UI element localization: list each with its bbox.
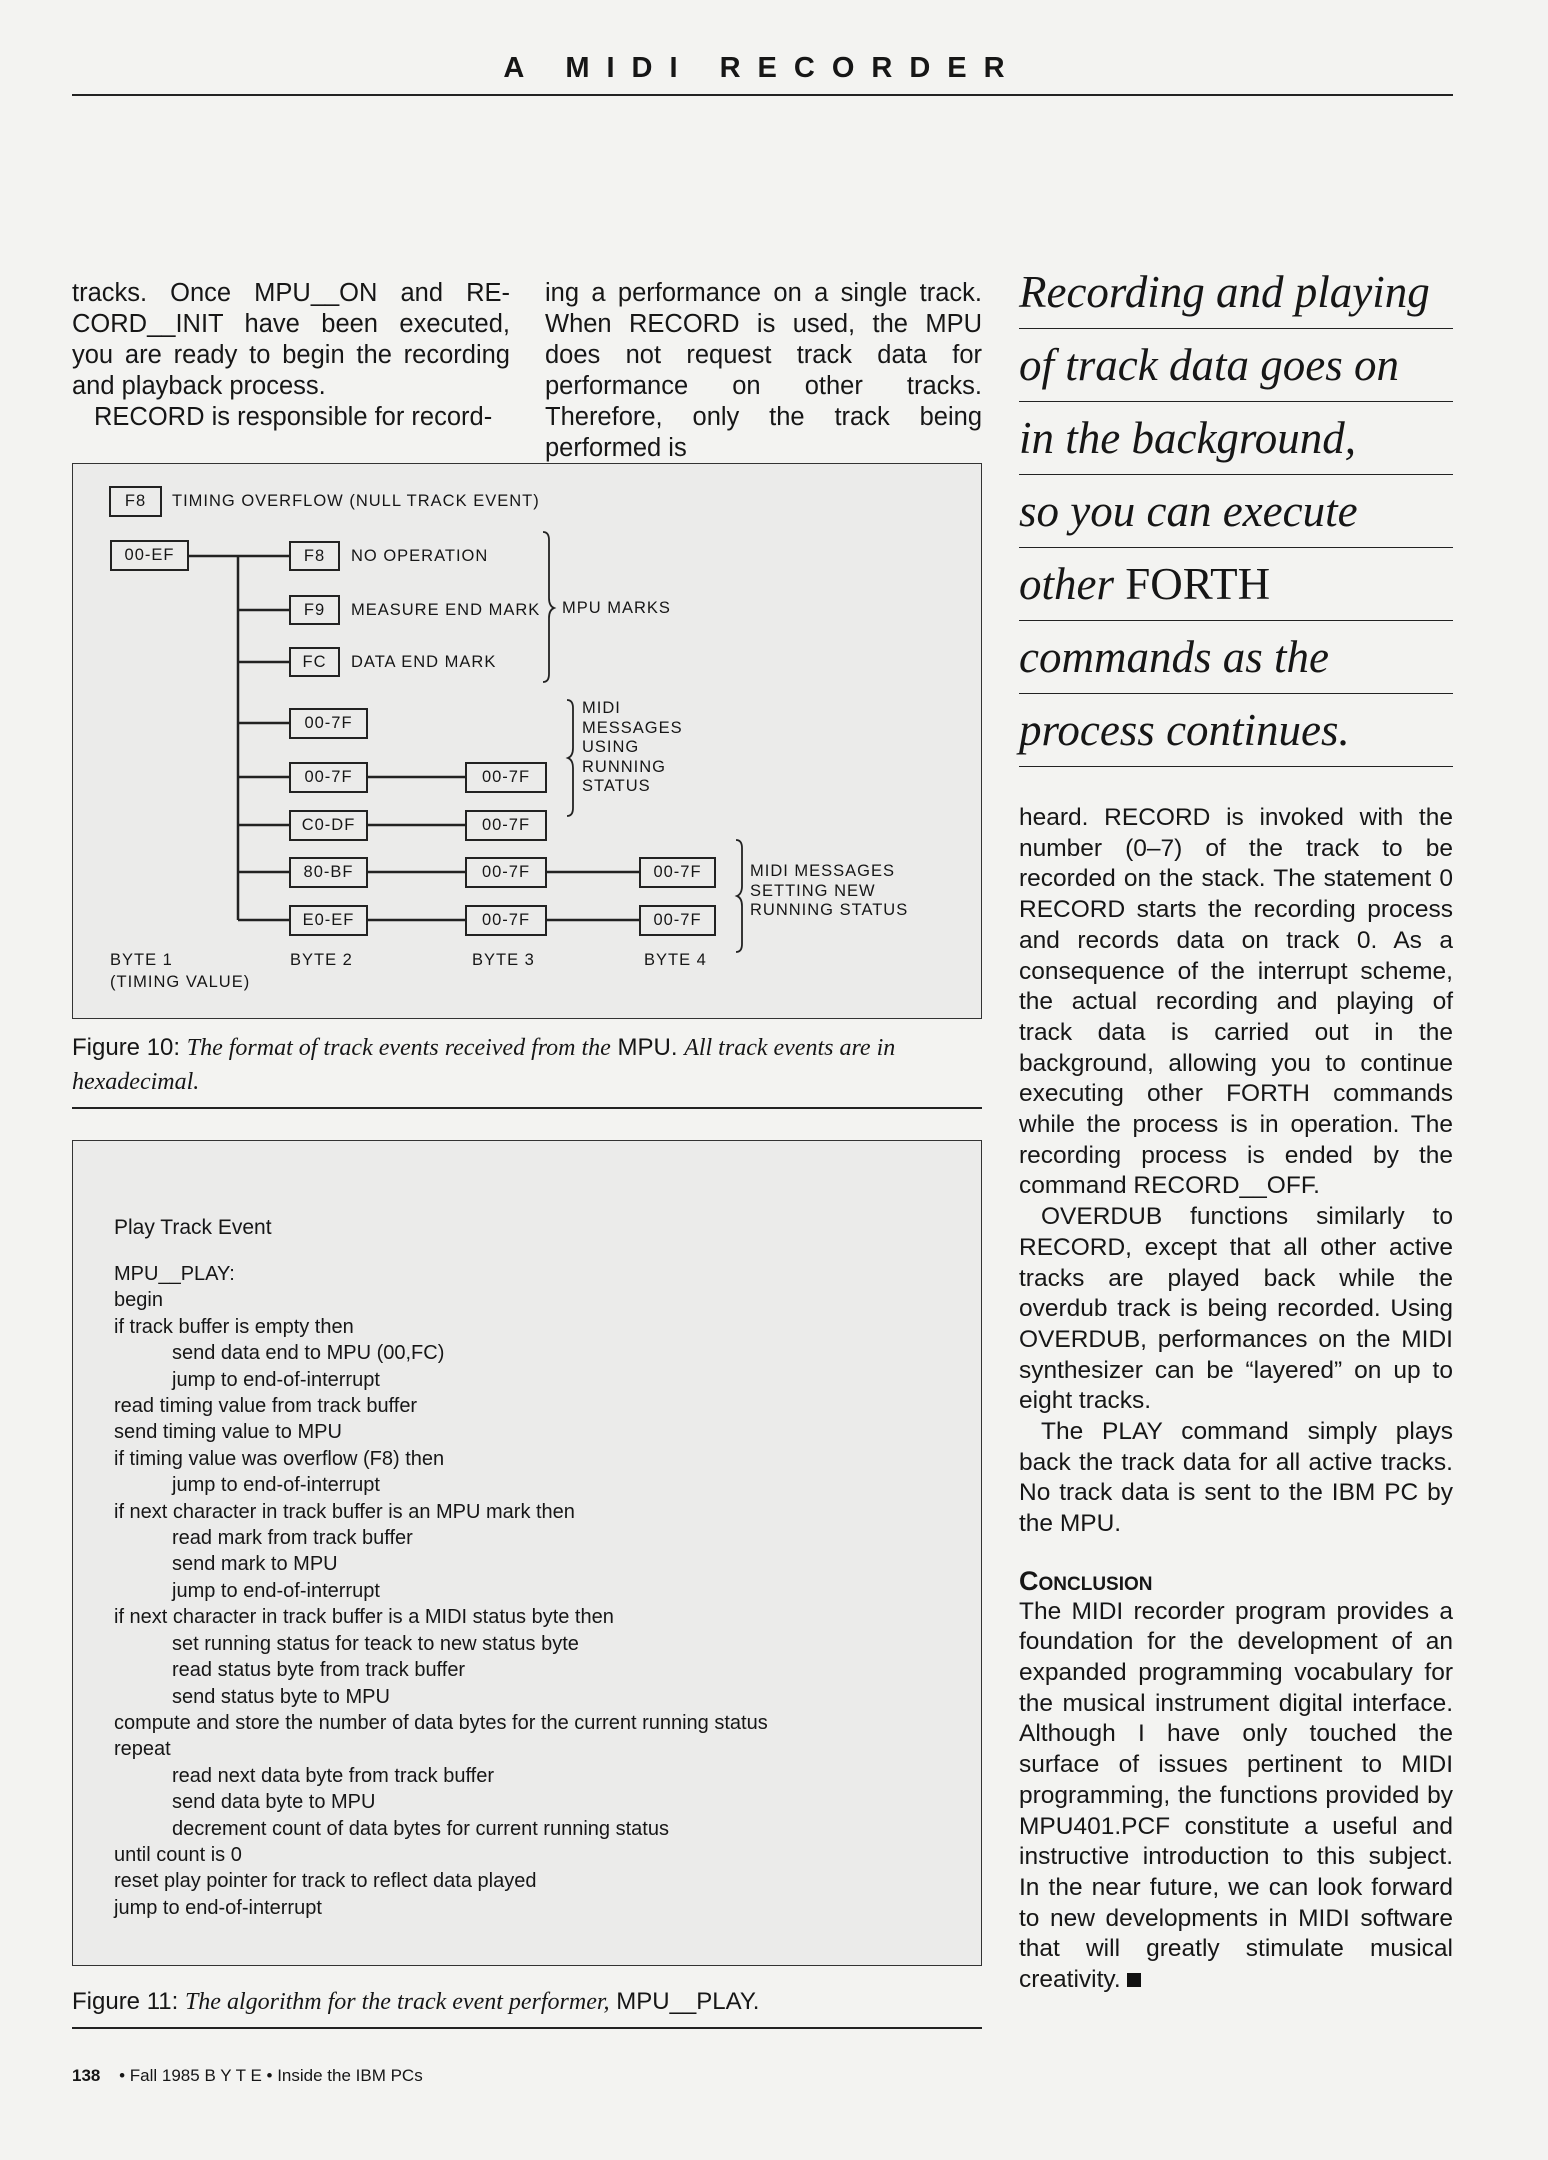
caption-rule	[72, 1107, 982, 1109]
box-byte2: C0-DF	[289, 810, 368, 841]
listing-line: send data byte to MPU	[172, 1791, 376, 1814]
brace-running-status	[567, 700, 573, 816]
figure-10-caption	[72, 1031, 972, 1099]
label-line: STATUS	[582, 777, 651, 795]
caption-text: MPU.	[617, 1034, 678, 1061]
listing-line: send timing value to MPU	[114, 1421, 342, 1444]
listing-line: read next data byte from track buffer	[172, 1764, 495, 1787]
caption-text: The algorithm for the track event performer,	[184, 1989, 610, 2015]
column-3	[1019, 803, 1453, 1996]
box-mark: F8	[289, 541, 340, 571]
listing-line: jump to end-of-interrupt	[114, 1896, 322, 1919]
listing-line: if next character in track buffer is an MPU mark then	[114, 1500, 575, 1523]
paragraph: The PLAY command simply plays back the track data for all active tracks. No track data is sent to the IBM PC by the MPU.	[1019, 1418, 1453, 1538]
listing-line: read mark from track buffer	[172, 1527, 413, 1550]
pull-quote-line: commands as the	[1019, 621, 1453, 694]
issue-label: • Fall 1985 B Y T E •	[119, 2066, 273, 2085]
running-header: A MIDI RECORDER	[503, 52, 1022, 84]
label-line: RUNNING STATUS	[750, 901, 909, 919]
box-byte3: 00-7F	[465, 810, 547, 841]
box-byte2: 80-BF	[289, 857, 368, 888]
paragraph-text: The MIDI recorder program provides a foundation for the development of an expanded programming vocabulary for the musical instrument digital interface. Although I have only touched the surface of issues pertinent to MIDI programming, the functions provided by MPU401.PCF constitute a useful and instructive introduction to this subject. In the near future, we can look forward to new developments in MIDI software that will greatly stimulate musical creativity.	[1019, 1597, 1453, 1994]
end-mark-icon	[1127, 1973, 1141, 1987]
listing-line: read timing value from track buffer	[114, 1395, 418, 1418]
paragraph: RECORD is responsible for record-	[94, 403, 493, 431]
listing-line: reset play pointer for track to reflect data played	[114, 1870, 537, 1893]
figure-11-listing	[72, 1140, 982, 1966]
listing-line: read status byte from track buffer	[172, 1659, 466, 1682]
box-byte3: 00-7F	[465, 857, 547, 888]
listing-line: decrement count of data bytes for current running status	[172, 1817, 669, 1840]
page-footer	[72, 2066, 423, 2086]
caption-label: Figure 10:	[72, 1034, 181, 1061]
pull-quote-forth: FORTH	[1125, 559, 1271, 609]
brace-new-status	[736, 840, 742, 952]
listing-line: if next character in track buffer is a MIDI status byte then	[114, 1606, 614, 1629]
pull-quote-line: of track data goes on	[1019, 329, 1453, 402]
box-byte3: 00-7F	[465, 905, 547, 936]
algorithm-listing	[114, 1261, 768, 1921]
label-line: SETTING NEW	[750, 881, 876, 900]
figure-11-caption	[72, 1985, 972, 2019]
mark-label: NO OPERATION	[351, 547, 489, 565]
byte-label: BYTE 4	[644, 951, 707, 969]
pull-quote-word: other	[1019, 559, 1114, 609]
publication-title: Inside the IBM PCs	[277, 2066, 423, 2085]
caption-text: MPU__PLAY.	[616, 1988, 760, 2015]
listing-line: send data end to MPU (00,FC)	[172, 1342, 445, 1365]
paragraph: ing a performance on a single track. When RECORD is used, the MPU does not request track data for performance on other tracks. Therefore, only the track being performed is	[545, 279, 982, 462]
box-mark: F9	[289, 595, 340, 625]
label-line: MIDI MESSAGES	[750, 862, 896, 880]
listing-line: if track buffer is empty then	[114, 1315, 354, 1338]
caption-label: Figure 11:	[72, 1988, 179, 2015]
listing-line: compute and store the number of data bytes for the current running status	[114, 1711, 768, 1734]
paragraph: heard. RECORD is invoked with the number (0–7) of the track to be recorded on the stack. The statement 0 RECORD starts the recording process and records data on track 0. As a consequence of the interrupt scheme, the actual recording and playing of track data is carried out in the background, allowing you to continue executing other FORTH commands while the process is in operation. The recording process is ended by the command RECORD__OFF.	[1019, 804, 1453, 1200]
mark-label: DATA END MARK	[351, 653, 497, 671]
listing-line: send status byte to MPU	[172, 1685, 390, 1708]
label-line: RUNNING	[582, 757, 666, 776]
label-running-status	[582, 699, 683, 797]
listing-line: send mark to MPU	[172, 1553, 338, 1576]
box-byte2: E0-EF	[289, 905, 368, 936]
label-mpu-marks: MPU MARKS	[562, 599, 671, 617]
byte-label: BYTE 2	[290, 951, 353, 969]
listing-line: until count is 0	[114, 1843, 242, 1866]
pull-quote-line: Recording and playing	[1019, 256, 1453, 329]
paragraph: OVERDUB functions similarly to RECORD, except that all other active tracks are played back while the overdub track is being recorded. Using OVERDUB, performances on the MIDI synthesizer can be “layered” on up to eight tracks.	[1019, 1203, 1453, 1415]
mark-label: MEASURE END MARK	[351, 601, 541, 619]
caption-text: The format of track events received from the	[186, 1035, 611, 1061]
paragraph	[1019, 1597, 1453, 1996]
page-number: 138	[72, 2066, 101, 2085]
byte-label: BYTE 3	[472, 951, 535, 969]
listing-line: jump to end-of-interrupt	[172, 1474, 380, 1497]
listing-line: begin	[114, 1289, 163, 1312]
box-f8-timing-overflow: F8	[109, 486, 162, 517]
box-byte4: 00-7F	[639, 905, 716, 936]
brace-mpu-marks	[543, 532, 554, 682]
label-new-running-status	[750, 862, 908, 921]
listing-line: if timing value was overflow (F8) then	[114, 1447, 445, 1470]
caption-text: All track events are in hexadecimal.	[72, 1035, 896, 1095]
listing-line: jump to end-of-interrupt	[172, 1579, 380, 1602]
caption-rule	[72, 2027, 982, 2029]
label-timing-overflow: TIMING OVERFLOW (NULL TRACK EVENT)	[172, 492, 540, 510]
pull-quote-line: process continues.	[1019, 694, 1453, 767]
box-mark: FC	[289, 647, 340, 677]
label-line: USING	[582, 738, 640, 756]
pull-quote-line: so you can execute	[1019, 475, 1453, 548]
listing-line: set running status for teack to new status byte	[172, 1632, 579, 1655]
pull-quote-line: in the background,	[1019, 402, 1453, 475]
box-byte2: 00-7F	[289, 708, 368, 739]
byte-sublabel: (TIMING VALUE)	[110, 973, 251, 991]
section-heading: Conclusion	[1019, 1565, 1153, 1596]
byte-label: BYTE 1	[110, 951, 173, 969]
listing-title: Play Track Event	[114, 1216, 272, 1239]
listing-line: jump to end-of-interrupt	[172, 1368, 380, 1391]
box-byte1: 00-EF	[110, 540, 189, 571]
label-line: MESSAGES	[582, 718, 683, 737]
listing-line: repeat	[114, 1738, 171, 1761]
box-byte3: 00-7F	[465, 762, 547, 793]
box-byte4: 00-7F	[639, 857, 716, 888]
label-line: MIDI	[582, 699, 621, 717]
box-byte2: 00-7F	[289, 762, 368, 793]
listing-line: MPU__PLAY:	[114, 1263, 235, 1285]
paragraph: tracks. Once MPU__ON and RE-CORD__INIT have been executed, you are ready to begin the recording and playback process.	[72, 279, 510, 400]
